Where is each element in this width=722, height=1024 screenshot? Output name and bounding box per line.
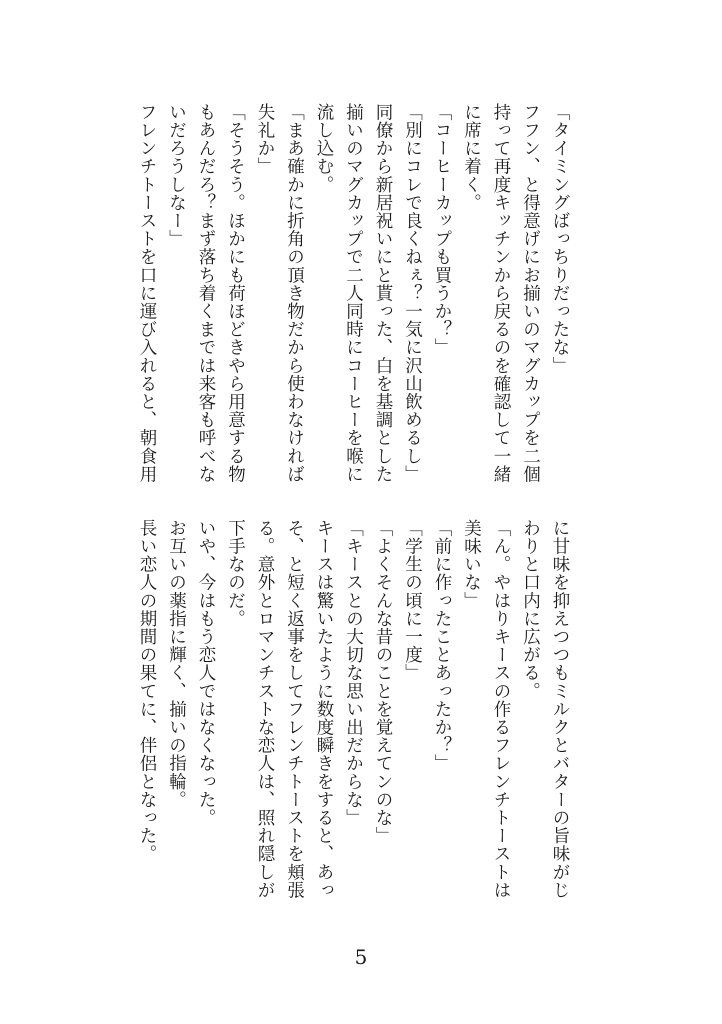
text-line: る。意外とロマンチストな恋人は、照れ隠しが [255, 519, 275, 900]
text-block-bottom [122, 519, 574, 919]
text-line: もあんだろ？まず落ち着くまでは来客も呼べな [196, 103, 216, 484]
text-line: 「前に作ったことあったか？」 [432, 519, 452, 773]
text-line: 長い恋人の期間の果てに、伴侶となった。 [137, 519, 157, 863]
text-line: 同僚から新居祝いにと貰った、白を基調とした [373, 103, 393, 484]
text-line: 「キースとの大切な思い出だからな」 [343, 519, 364, 827]
text-line: 「ん。やはりキースの作るフレンチトーストは [491, 519, 511, 900]
text-line: そ、と短く返事をしてフレンチトーストを頬張 [284, 519, 305, 900]
text-line: キースは驚いたように数度瞬きをすると、あっ [314, 519, 334, 900]
text-line: 美味いな」 [461, 519, 482, 610]
text-line: いや、今はもう恋人ではなくなった。 [196, 519, 216, 827]
text-block-top [122, 103, 574, 483]
text-line: に席に着く。 [461, 103, 482, 212]
text-line: 「まあ確かに折角の頂き物だから使わなければ [284, 103, 305, 484]
text-line: 「学生の頃に一度」 [402, 519, 423, 682]
text-line: 揃いのマグカップで二人同時にコーヒーを喉に [343, 103, 364, 484]
text-line: 流し込む。 [314, 103, 334, 194]
text-line: お互いの薬指に輝く、揃いの指輪。 [166, 519, 187, 809]
text-line: 「そうそう。ほかにも荷ほどきやら用意する物 [225, 103, 246, 484]
text-line: わりと口内に広がる。 [520, 519, 541, 700]
text-line: 「よくそんな昔のことを覚えてンのな」 [373, 519, 393, 845]
text-line: 持って再度キッチンから戻るのを確認して一緒 [491, 103, 511, 484]
text-line: に甘味を抑えつつもミルクとバターの旨味がじ [550, 519, 570, 900]
text-line: フフン、と得意げにお揃いのマグカップを二個 [520, 103, 541, 484]
text-line: いだろうしなー」 [166, 103, 187, 248]
text-line: 「コーヒーカップも買うか？」 [432, 103, 452, 357]
text-line: フレンチトーストを口に運び入れると、朝食用 [137, 103, 157, 484]
text-line: 「タイミングばっちりだったな」 [550, 103, 570, 375]
page-number: 5 [354, 945, 368, 969]
text-line: 下手なのだ。 [225, 519, 246, 628]
text-line: 「別にコレで良くねぇ？一気に沢山飲めるし」 [402, 103, 423, 484]
text-line: 失礼か」 [255, 103, 275, 176]
